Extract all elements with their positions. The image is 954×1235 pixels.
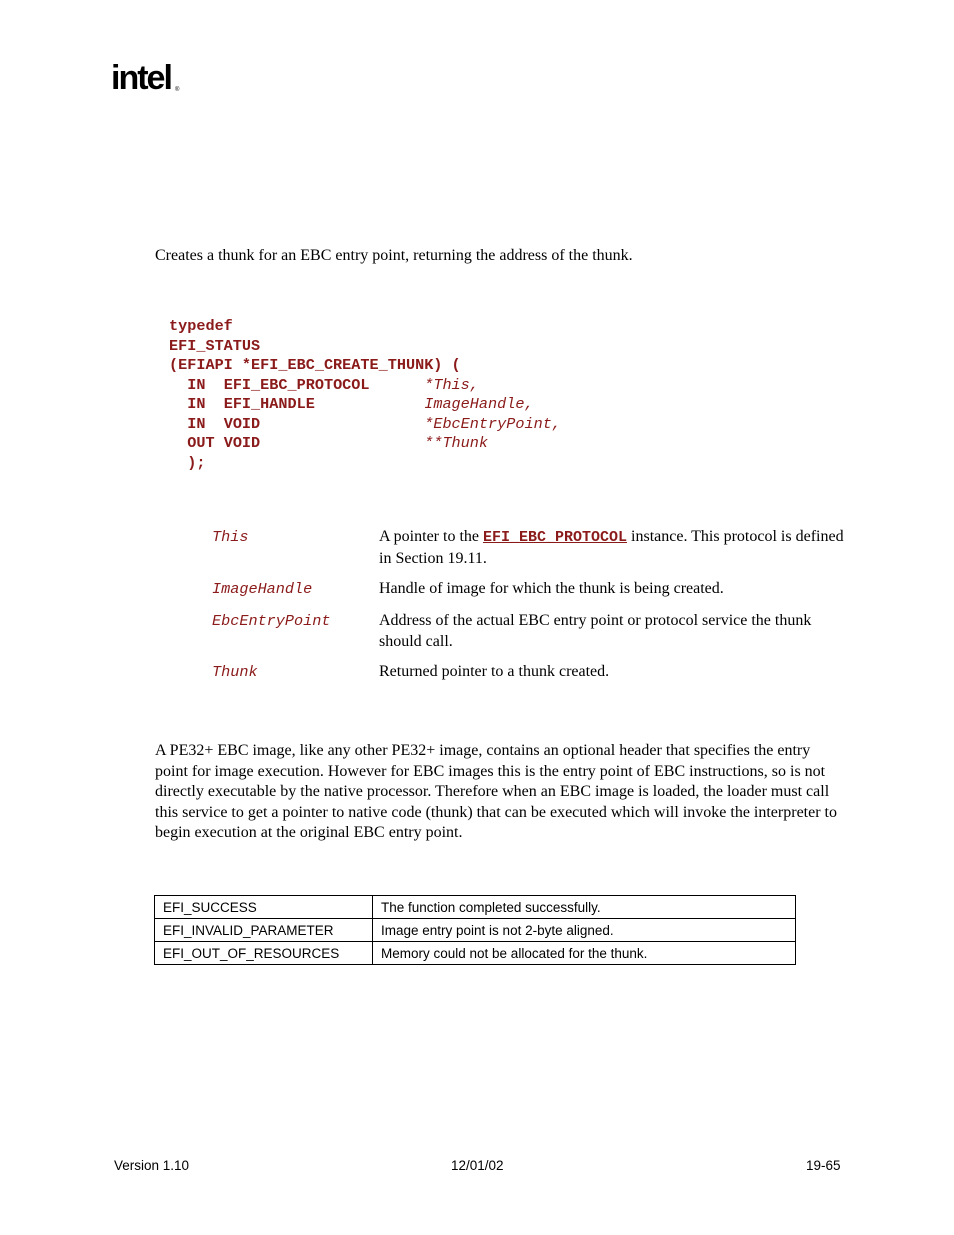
status-code: EFI_OUT_OF_RESOURCES [155,942,373,965]
prototype-arg: OUT VOID **Thunk [187,434,489,452]
table-row [155,919,796,942]
footer-page-number: 19-65 [806,1158,841,1173]
summary-text: Creates a thunk for an EBC entry point, returning the address of the thunk. [155,247,633,264]
param-name-thunk: Thunk [212,663,258,681]
footer-version: Version 1.10 [114,1158,190,1173]
footer-date: 12/01/02 [451,1158,504,1173]
prototype-return-type: EFI_STATUS [169,336,261,355]
param-desc-this: A pointer to the EFI_EBC_PROTOCOL instance. This protocol is defined in Section 19.11. [379,528,844,567]
prototype-arg: IN EFI_EBC_PROTOCOL *This, [187,375,479,394]
logo-text: intel [111,59,171,97]
status-code: EFI_SUCCESS [155,896,373,919]
param-desc-ebcentrypoint: Address of the actual EBC entry point or protocol service the thunk should call. [379,612,812,650]
prototype-signature: (EFIAPI *EFI_EBC_CREATE_THUNK) ( [169,356,461,374]
param-desc-imagehandle: Handle of image for which the thunk is being created. [379,580,724,597]
param-name-ebcentrypoint: EbcEntryPoint [212,612,331,630]
status-code: EFI_INVALID_PARAMETER [155,919,373,942]
prototype-arg: IN EFI_HANDLE ImageHandle, [187,395,534,413]
prototype-close: ); [187,453,206,472]
intel-logo [111,52,191,104]
param-name-imagehandle: ImageHandle [212,580,313,598]
description-text: A PE32+ EBC image, like any other PE32+ image, contains an optional header that specifies the entry point for image execution. However for EBC images this is the entry point of EBC instructions, so is not directly executable by the native processor. Therefore when an EBC image is loaded, the loader must call this service to get a pointer to native code (thunk) that can be executed which will invoke the interpreter to begin execution at the original EBC entry point. [155,742,837,841]
param-desc-thunk: Returned pointer to a thunk created. [379,663,610,680]
prototype-arg: IN VOID *EbcEntryPoint, [187,414,561,433]
efi-ebc-protocol-link[interactable]: EFI_EBC_PROTOCOL [482,529,628,546]
prototype-block [169,317,561,473]
prototype-typedef: typedef [169,317,233,335]
table-row [155,942,796,965]
status-meaning: The function completed successfully. [373,896,796,919]
param-name-this: This [212,528,249,546]
logo-registered-mark: ® [175,87,180,93]
table-row [155,896,796,919]
status-meaning: Image entry point is not 2-byte aligned. [373,919,796,942]
status-meaning: Memory could not be allocated for the thunk. [373,942,796,965]
status-codes-table [154,895,796,965]
